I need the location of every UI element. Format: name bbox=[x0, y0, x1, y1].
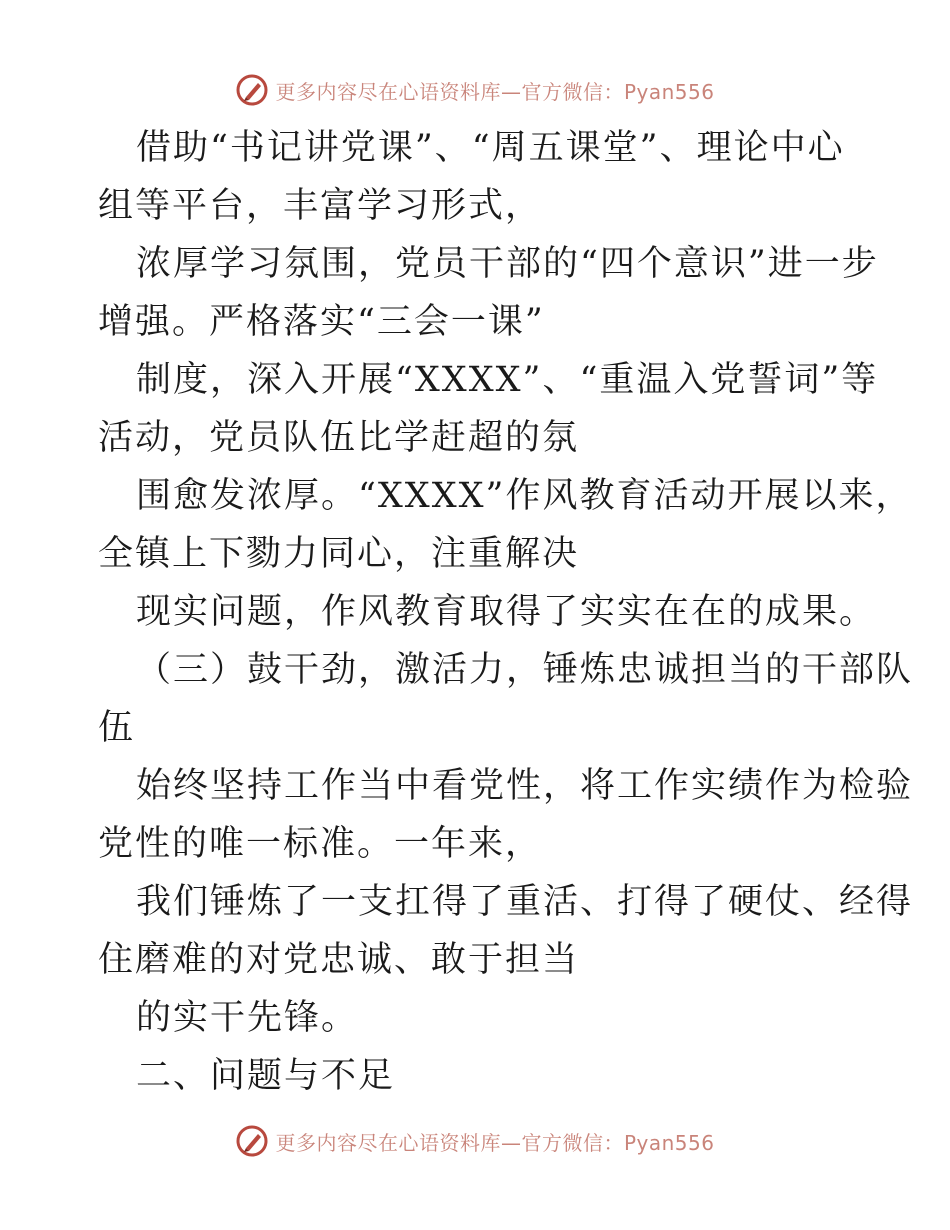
body-line: 制度，深入开展“XXXX”、“重温入党誓词”等 bbox=[136, 360, 879, 400]
watermark-text: 更多内容尽在心语资料库—官方微信：Pyan556 bbox=[275, 1130, 715, 1155]
section-heading: 二、问题与不足 bbox=[136, 1056, 396, 1096]
body-line: 我们锤炼了一支扛得了重活、打得了硬仗、经得 bbox=[136, 882, 914, 922]
section-heading: （三）鼓干劲，激活力，锤炼忠诚担当的干部队 bbox=[136, 650, 914, 690]
section-heading-continued: 伍 bbox=[98, 708, 136, 748]
body-line: 始终坚持工作当中看党性，将工作实绩作为检验 bbox=[136, 766, 914, 806]
body-line: 党性的唯一标准。一年来， bbox=[98, 824, 543, 864]
body-line: 借助“书记讲党课”、“周五课堂”、理论中心 bbox=[136, 128, 845, 168]
body-line: 住磨难的对党忠诚、敢于担当 bbox=[98, 940, 580, 980]
body-line: 浓厚学习氛围，党员干部的“四个意识”进一步 bbox=[136, 244, 879, 284]
body-line: 活动，党员队伍比学赶超的氛 bbox=[98, 418, 580, 458]
body-line: 组等平台，丰富学习形式， bbox=[98, 186, 543, 226]
body-line: 增强。严格落实“三会一课” bbox=[98, 302, 545, 342]
pen-logo-icon bbox=[235, 1124, 269, 1158]
body-line: 围愈发浓厚。“XXXX”作风教育活动开展以来， bbox=[136, 476, 913, 516]
body-line: 全镇上下勠力同心，注重解决 bbox=[98, 534, 580, 574]
header-watermark bbox=[0, 70, 950, 110]
watermark-text: 更多内容尽在心语资料库—官方微信：Pyan556 bbox=[275, 79, 715, 104]
footer-watermark bbox=[0, 1121, 950, 1161]
body-line: 的实干先锋。 bbox=[136, 998, 359, 1038]
pen-logo-icon bbox=[235, 73, 269, 107]
body-line: 现实问题，作风教育取得了实实在在的成果。 bbox=[136, 592, 877, 632]
